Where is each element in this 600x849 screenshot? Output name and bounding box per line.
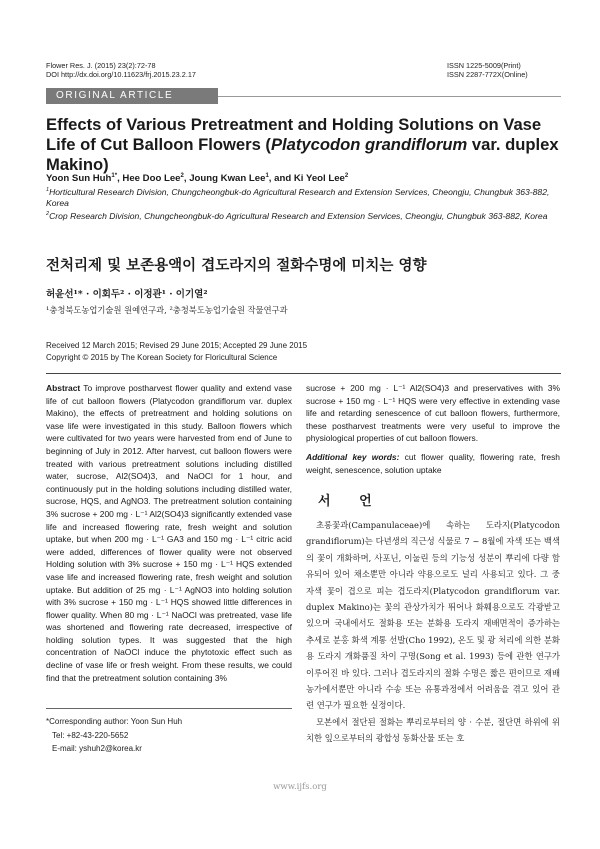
abstract-continued-column bbox=[306, 382, 560, 476]
section-rule bbox=[46, 373, 561, 374]
abstract-column bbox=[46, 382, 292, 684]
abstract-continued: sucrose + 200 mg · L⁻¹ Al2(SO4)3 and preservatives with 3% sucrose + 150 mg · L⁻¹ HQS were very effective in extending vase life and retarding senescence of cut balloon flowers, furthermore, these postharvest treatments were very useful to improve the physiological properties of cut balloon flowers. bbox=[306, 383, 560, 444]
journal-citation: Flower Res. J. (2015) 23(2):72-78 bbox=[46, 61, 156, 70]
copyright: Copyright © 2015 by The Korean Society for Floricultural Science bbox=[46, 352, 278, 362]
korean-authors: 허윤선¹* · 이회두² · 이정관¹ · 이기열² bbox=[46, 289, 208, 300]
intro-paragraph-2: 모본에서 절단된 절화는 뿌리로부터의 양 · 수분, 절단면 하위에 위치한 잎으로부터의 광합성 동화산물 또는 호 bbox=[306, 716, 560, 744]
abstract-label: Abstract bbox=[46, 383, 81, 393]
affiliation-1: $^1$Horticultural Research Division, Chungcheongbuk-do Agricultural Research and Extension Services, Cheongju, Chungbuk 363-882, Korea bbox=[46, 186, 550, 209]
affiliation-2: $^2$Crop Research Division, Chungcheongbuk-do Agricultural Research and Extension Services, Cheongju, Chungbuk 363-882, Korea bbox=[46, 210, 548, 221]
dates-block bbox=[46, 340, 307, 363]
tel-line: Tel: +82-43-220-5652 bbox=[52, 730, 129, 740]
received-dates: Received 12 March 2015; Revised 29 June 2015; Accepted 29 June 2015 bbox=[46, 341, 308, 350]
intro-body bbox=[306, 517, 560, 747]
footnote-block bbox=[46, 715, 182, 756]
abstract-text: To improve postharvest flower quality and extend vase life of cut balloon flowers (Platycodon grandiflorum var. duplex Makino), the effects of pretreatment and holding solutions on vase life were investigated in this study. Balloon flowers which were cultivated for two years were harvested from end of June to beginning of July in 2012. After harvest, cut balloon flowers were treated with various pretreatment solutions including distilled water, sucrose, Al2(SO4)3, and NaOCl for 1 hour, and continuously put in the holding solutions including distilled water, sucrose, HQS, and AgNO3. The pretreatment solution containing 3% sucrose + 200 mg · L⁻¹ Al2(SO4)3 significantly extended vase life and increased flowering rate, fresh weight and solution uptake, but when 200 mg · L⁻¹ GA3 and 150 mg · L⁻¹ citric acid were added, differences of flower quality were not observed Holding solution with 3% sucrose + 150 mg · L⁻¹ HQS extended vase life and increased flowering rate, fresh weight and solution uptake. But addition of 25 mg · L⁻¹ AgNO3 into holding solution with 3% sucrose + 150 mg · L⁻¹ HQS showed little differences in flower quality. When 80 mg · L⁻¹ NaOCl was pretreated, vase life was shortened and flowering rate decreased, irrespective of holding solution types. It was suggested that the high concentration of NaOCl induce the phytotoxic effect such as decline of vase life or fresh weight. From these results, we could find that the pretreatment solution containing 3% bbox=[46, 383, 292, 683]
corresponding-author: *Corresponding author: Yoon Sun Huh bbox=[46, 717, 183, 726]
header-rule bbox=[218, 96, 561, 97]
intro-heading: 서 언 bbox=[318, 494, 384, 509]
author-list: Yoon Sun Huh$^{1*}$, Hee Doo Lee$^2$, Joung Kwan Lee$^1$, and Ki Yeol Lee$^2$ bbox=[46, 173, 349, 185]
footer-url: www.ijfs.org bbox=[273, 782, 327, 792]
footnote-rule bbox=[46, 708, 292, 709]
email-line: E-mail: yshuh2@korea.kr bbox=[52, 744, 142, 753]
paper-title: Effects of Various Pretreatment and Holding Solutions on Vase Life of Cut Balloon Flowers (Platycodon grandiflorum var. duplex Makino) bbox=[46, 115, 559, 174]
issn-print: ISSN 1225-5009(Print) bbox=[447, 61, 521, 70]
keywords-text: cut flower quality, flowering rate, fresh weight, senescence, solution uptake bbox=[306, 451, 560, 475]
korean-title: 전처리제 및 보존용액이 겹도라지의 절화수명에 미치는 영향 bbox=[46, 257, 427, 274]
korean-affiliations: ¹충청북도농업기술원 원예연구과, ²충청북도농업기술원 작물연구과 bbox=[46, 305, 288, 315]
keywords-label: Additional key words: bbox=[306, 451, 400, 462]
issn-online: ISSN 2287-772X(Online) bbox=[447, 70, 528, 79]
doi-line: DOI http://dx.doi.org/10.11623/frj.2015.23.2.17 bbox=[46, 70, 196, 79]
intro-paragraph-1: 초롱꽃과(Campanulaceae)에 속하는 도라지(Platycodon grandiflorum)는 다년생의 직근성 식물로 7 ~ 8월에 자색 또는 백색의 꽃이 개화하며, 사포닌, 이눌린 등의 기능성 성분이 뿌리에 다량 함유되어 있어 채소뿐만 아니라 약용으로도 널리 사용되고 있다. 그 중 자색 꽃이 겹으로 피는 겹도라지(Platycodon grandiflorum var. duplex Makino)는 꽃의 관상가치가 뛰어나 화훼용으로도 각광받고 있으며 국내에서도 절화용 또는 분화용 도라지 재배면적이 증가하는 추세로 분홍 화색 계통 선발(Cho 1992), 온도 및 광 처리에 의한 분화용 도라지 개화품질 차이 구명(Song et al. 1993) 등에 관한 연구가 이루어진 바 있다. 그러나 겹도라지의 절화 수명은 짧은 편이므로 재배농가에서뿐만 아니라 수송 또는 유통과정에서 어려움을 겪고 있어 관련 연구가 필요한 실정이다. bbox=[306, 520, 560, 711]
article-type-band: ORIGINAL ARTICLE bbox=[46, 88, 218, 104]
